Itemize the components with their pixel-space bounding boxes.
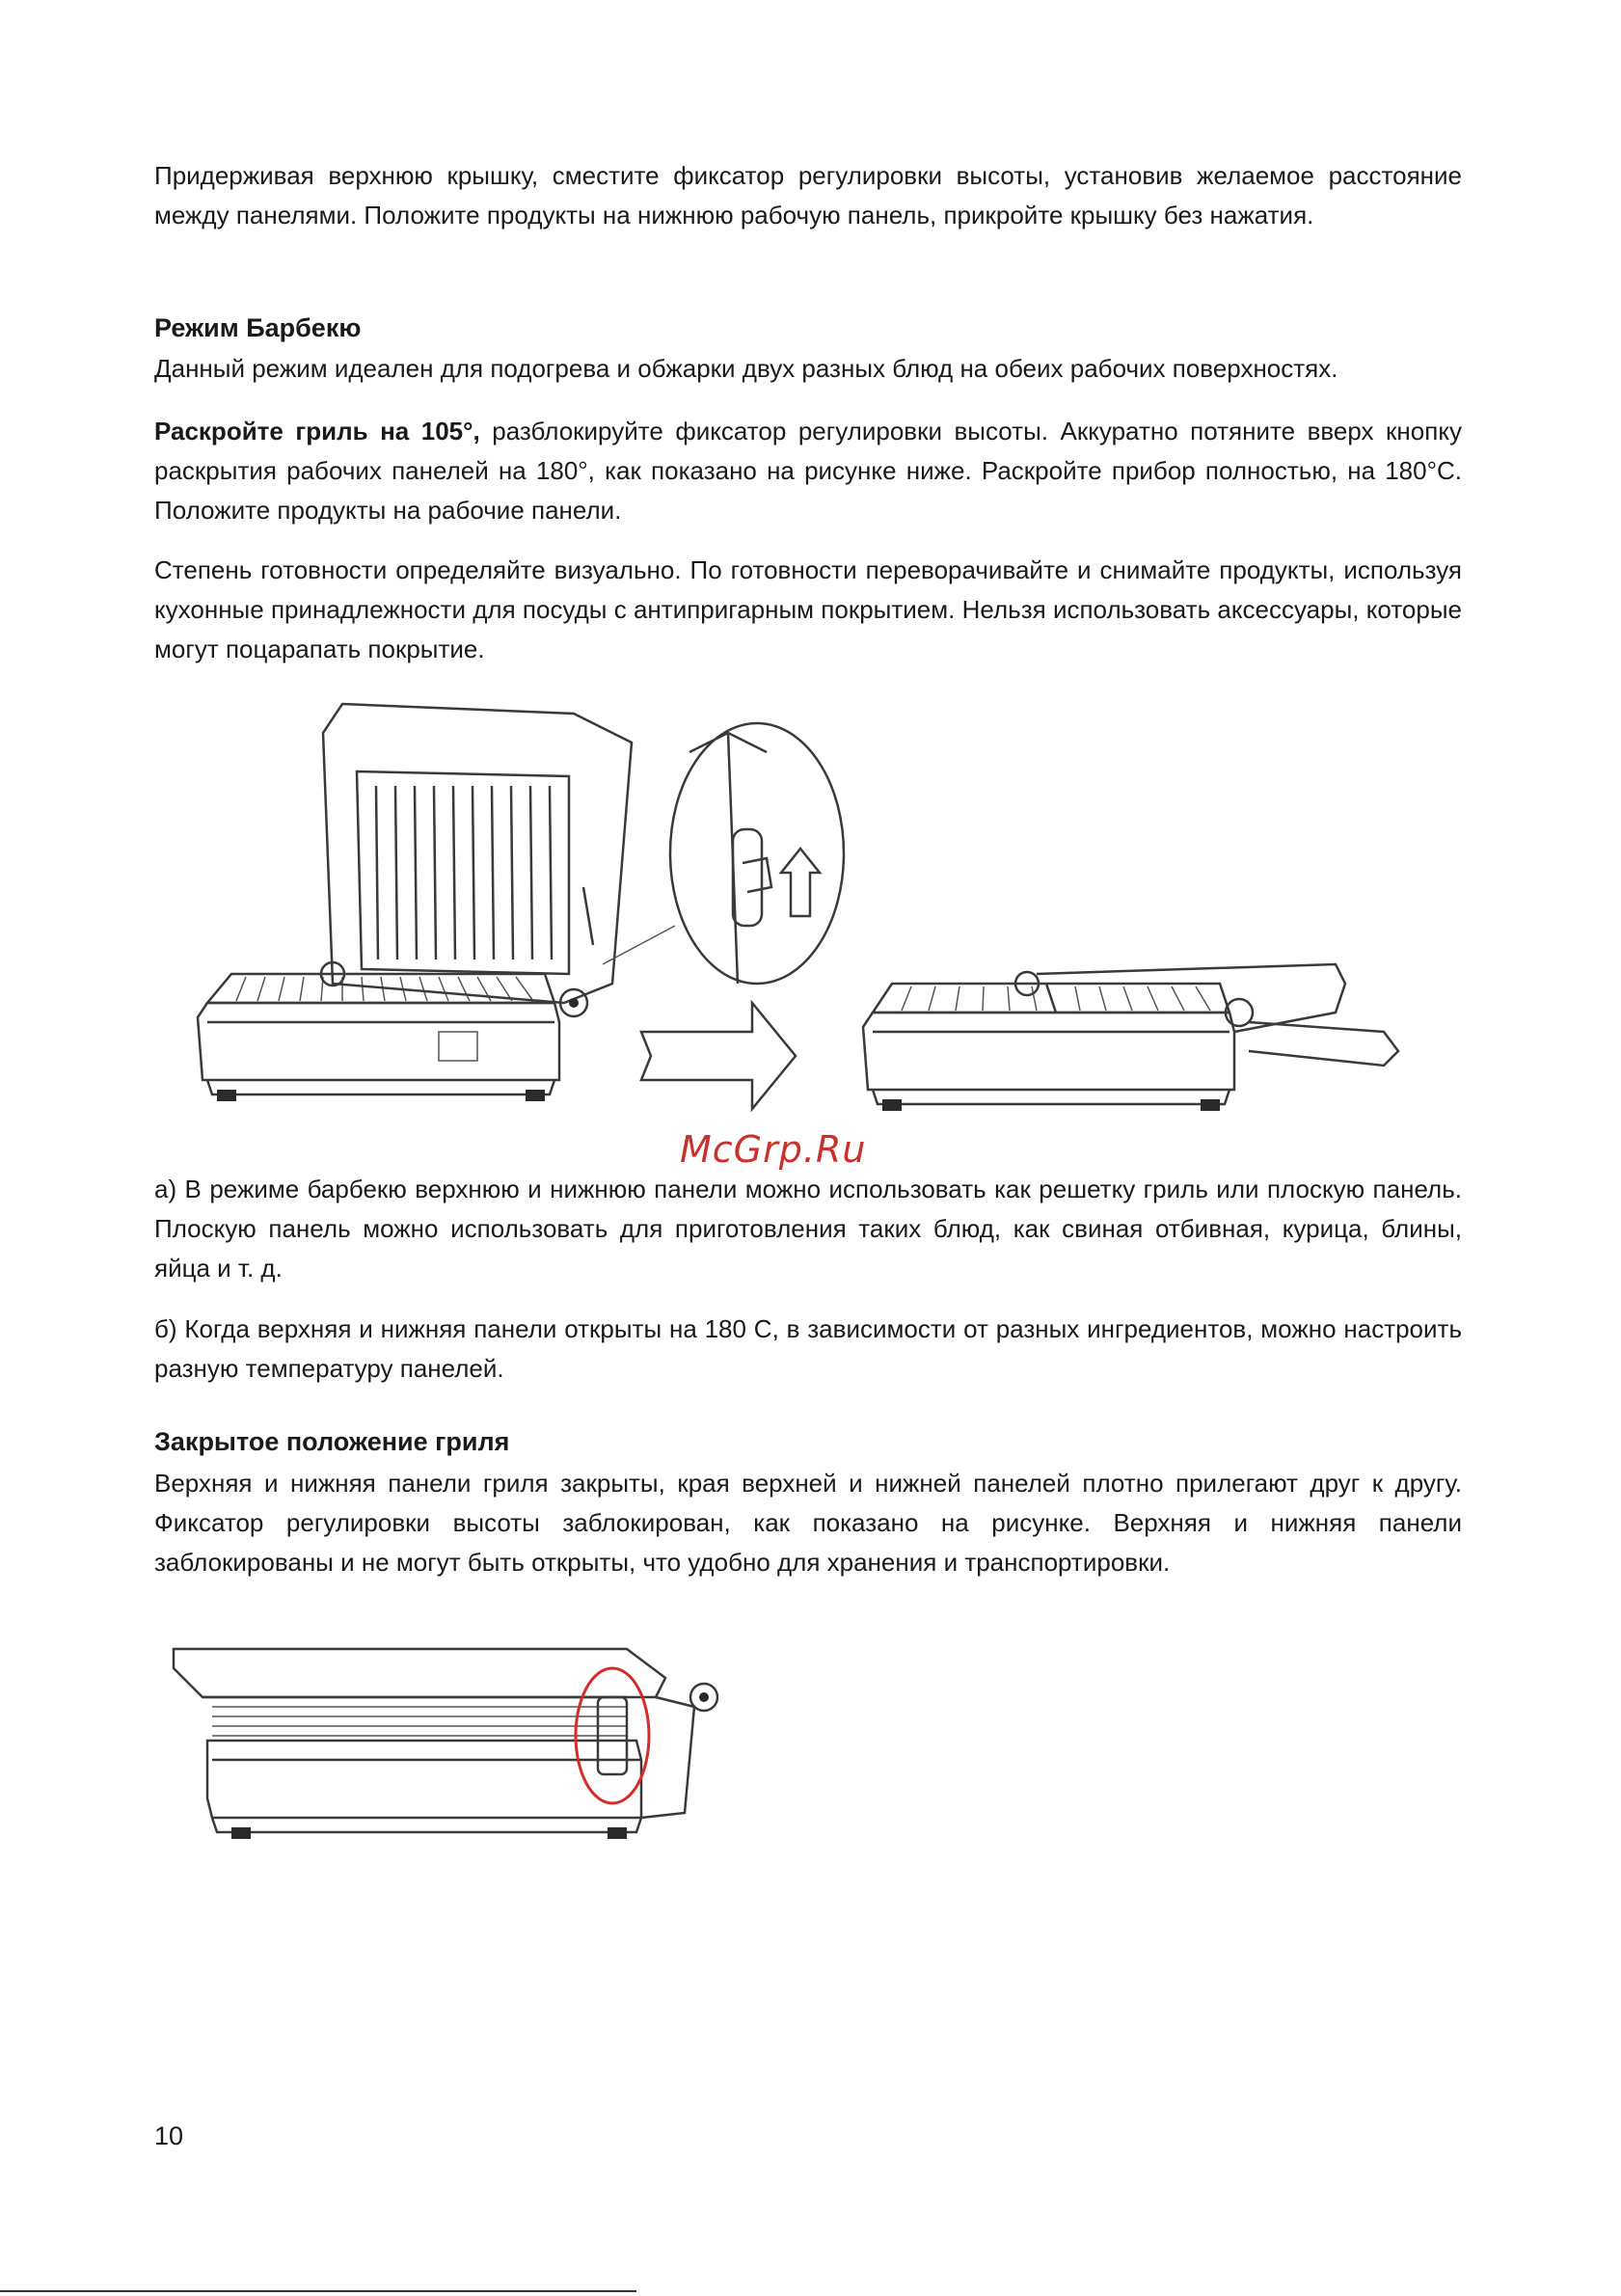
open-grill-bold: Раскройте гриль на 105°, xyxy=(154,417,480,446)
watermark: McGrp.Ru xyxy=(680,1128,867,1171)
paragraph-closed-position: Верхняя и нижняя панели гриля закрыты, края верхней и нижней панелей плотно прилегают друг к другу. Фиксатор регулировки высоты заблокирован, как показано на рисунке. Верхняя и нижняя панели заблокированы и не могут быть открыты, что удобно для хранения и транспортировки. xyxy=(154,1469,1462,1577)
arrow-right-icon xyxy=(641,1003,796,1109)
grill-open-180-drawing xyxy=(863,964,1398,1111)
footer-divider xyxy=(0,2290,636,2292)
paragraph-open-grill xyxy=(154,412,1462,530)
paragraph-doneness: Степень готовности определяйте визуально. По готовности переворачивайте и снимайте продукты, используя кухонные принадлежности для посуды с антипригарным покрытием. Нельзя использовать аксессуары, которые могут поцарапать покрытие. xyxy=(154,555,1462,663)
paragraph-bbq-a: а) В режиме барбекю верхнюю и нижнюю панели можно использовать как решетку гриль или плоскую панель. Плоскую панель можно использовать для приготовления таких блюд, как свиная отбивная, курица, блины, яйца и т. д. xyxy=(154,1175,1462,1283)
figure-grill-opening xyxy=(188,694,1442,1138)
paragraph-bbq-intro: Данный режим идеален для подогрева и обжарки двух разных блюд на обеих рабочих поверхностях. xyxy=(154,354,1338,383)
grill-open-105-drawing xyxy=(198,704,632,1101)
open-grill-rest: разблокируйте фиксатор регулировки высоты. Аккуратно потяните вверх кнопку раскрытия рабочих панелей на 180°, как показано на рисунке ниже. Раскройте прибор полностью, на 180°С. Положите продукты на рабочие панели. xyxy=(154,417,1462,525)
latch-zoom-drawing xyxy=(603,723,844,984)
figure-grill-closed xyxy=(164,1639,743,1890)
grill-closed-drawing xyxy=(174,1649,717,1839)
paragraph-height-adjust: Придерживая верхнюю крышку, сместите фиксатор регулировки высоты, установив желаемое расстояние между панелями. Положите продукты на нижнюю рабочую панель, прикройте крышку без нажатия. xyxy=(154,161,1462,230)
page-number: 10 xyxy=(154,2121,184,2150)
heading-closed-position: Закрытое положение гриля xyxy=(154,1427,510,1456)
paragraph-bbq-b: б) Когда верхняя и нижняя панели открыты на 180 С, в зависимости от разных ингредиентов, можно настроить разную температуру панелей. xyxy=(154,1314,1462,1383)
heading-bbq-mode: Режим Барбекю xyxy=(154,313,362,342)
